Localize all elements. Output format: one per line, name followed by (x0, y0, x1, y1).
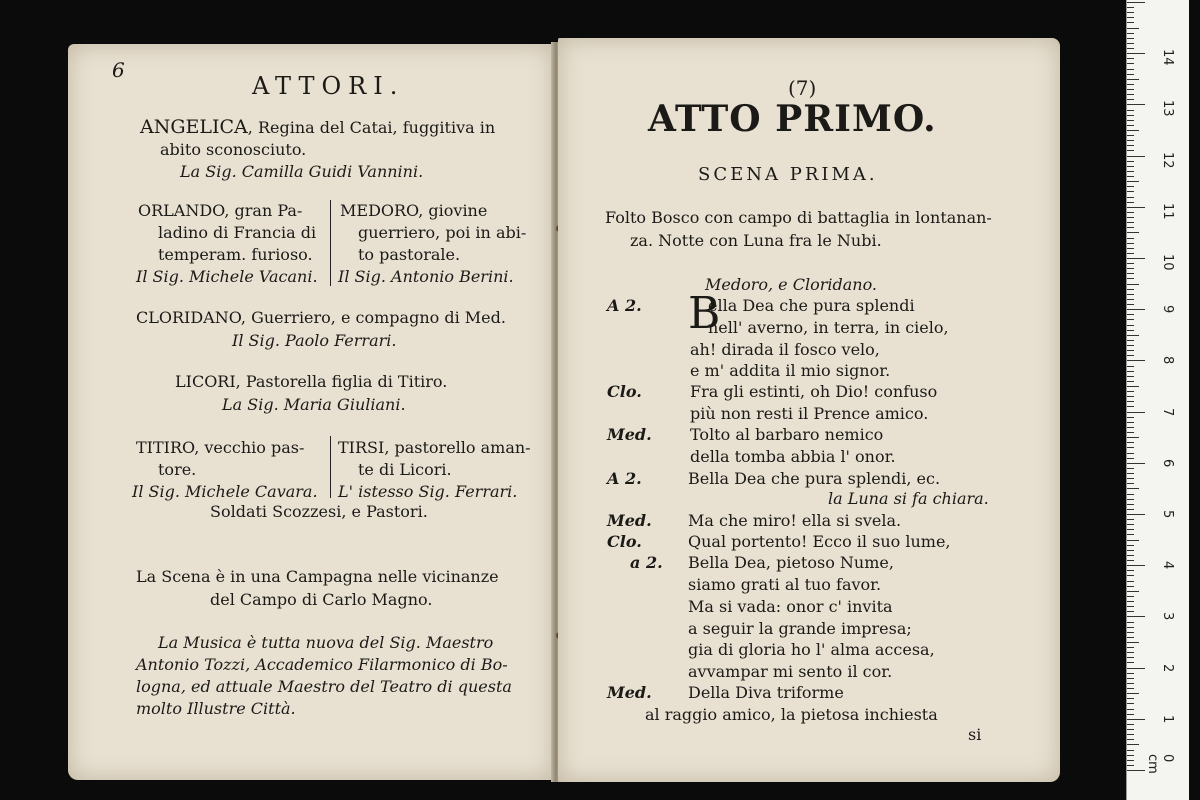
cast-licori: LICORI, Pastorella figlia di Titiro. (175, 372, 448, 391)
verse-line: nell' averno, in terra, in cielo, (708, 318, 949, 337)
ruler-tick (1127, 468, 1134, 469)
stage-direction: za. Notte con Luna fra le Nubi. (630, 231, 882, 250)
verse-line: a seguir la grande impresa; (688, 619, 912, 638)
ruler-tick (1127, 637, 1134, 638)
ruler-number: 8 (1160, 356, 1175, 365)
cast-orlando: ORLANDO, gran Pa- (138, 201, 303, 220)
ruler-tick (1127, 360, 1145, 361)
ruler-tick (1127, 79, 1139, 80)
ruler-tick (1127, 381, 1134, 382)
ruler-tick (1127, 289, 1134, 290)
ruler-tick (1127, 453, 1134, 454)
ruler-tick (1127, 263, 1134, 264)
ruler-tick (1127, 202, 1134, 203)
cast-tirsi: TIRSI, pastorello aman- (338, 438, 531, 457)
ruler-tick (1127, 325, 1134, 326)
ruler-tick (1127, 43, 1134, 44)
verse-line: al raggio amico, la pietosa inchiesta (645, 705, 938, 724)
ruler-number: 7 (1160, 407, 1175, 416)
ruler-tick (1127, 488, 1139, 489)
verse-line: e m' addita il mio signor. (690, 361, 891, 380)
ruler-tick (1127, 668, 1145, 669)
ruler-number: 9 (1160, 305, 1175, 314)
ruler-tick (1127, 161, 1134, 162)
ruler-tick (1127, 714, 1134, 715)
ruler-tick (1127, 499, 1134, 500)
ruler-tick (1127, 304, 1134, 305)
ruler-tick (1127, 494, 1134, 495)
ruler-tick (1127, 314, 1134, 315)
ruler-tick (1127, 540, 1139, 541)
ruler-tick (1127, 412, 1145, 413)
ruler-tick (1127, 586, 1134, 587)
ruler-tick (1127, 739, 1134, 740)
ruler-tick (1127, 186, 1134, 187)
ruler-tick (1127, 545, 1134, 546)
ruler-number: 12 (1160, 151, 1175, 169)
ruler-tick (1127, 191, 1134, 192)
ruler-tick (1127, 227, 1134, 228)
ruler-number: 14 (1160, 49, 1175, 66)
verse-line: più non resti il Prence amico. (690, 404, 929, 423)
ruler-tick (1127, 238, 1134, 239)
verse-line: della tomba abbia l' onor. (690, 447, 896, 466)
ruler-tick (1127, 268, 1134, 269)
column-divider (330, 200, 331, 286)
ruler-tick (1127, 391, 1134, 392)
cast-orlando-desc: ladino di Francia di (158, 223, 317, 242)
ruler-tick (1127, 110, 1134, 111)
speaker-label: Med. (607, 511, 652, 530)
column-divider (330, 436, 331, 498)
ruler-tick (1127, 120, 1134, 121)
ruler-tick (1127, 150, 1134, 151)
speaker-label: a 2. (630, 553, 663, 572)
ruler-tick (1127, 319, 1134, 320)
ruler-tick (1127, 197, 1134, 198)
ruler-tick (1127, 38, 1134, 39)
ruler-tick (1127, 335, 1139, 336)
ruler-tick (1127, 243, 1134, 244)
ruler-number: 11 (1160, 202, 1175, 220)
setting-line: del Campo di Carlo Magno. (210, 590, 433, 609)
ruler-tick (1127, 437, 1139, 438)
cast-medoro-desc: guerriero, poi in abi- (358, 223, 527, 242)
ruler-tick (1127, 94, 1134, 95)
ruler-tick (1127, 17, 1134, 18)
ruler-tick (1127, 683, 1134, 684)
ruler-tick (1127, 135, 1134, 136)
ruler-tick (1127, 181, 1139, 182)
ruler-tick (1127, 729, 1134, 730)
act-title: ATTO PRIMO. (648, 98, 937, 140)
ruler-tick (1127, 432, 1134, 433)
ruler-tick (1127, 673, 1134, 674)
ruler-tick (1127, 611, 1134, 612)
ruler-tick (1127, 217, 1134, 218)
verse-line: Fra gli estinti, oh Dio! confuso (690, 382, 938, 401)
ruler-tick (1127, 115, 1134, 116)
music-credit: molto Illustre Città. (136, 699, 296, 718)
ruler-tick (1127, 575, 1134, 576)
ruler-tick (1127, 560, 1134, 561)
ruler-tick (1127, 156, 1145, 157)
actor-orlando: Il Sig. Michele Vacani. (136, 267, 318, 286)
ruler-tick (1127, 171, 1134, 172)
actor-cloridano: Il Sig. Paolo Ferrari. (232, 331, 397, 350)
ruler-tick (1127, 258, 1145, 259)
page-number-right: (7) (788, 76, 817, 100)
ruler-tick (1127, 755, 1134, 756)
music-credit: logna, ed attuale Maestro del Teatro di questa (136, 677, 512, 696)
actor-medoro: Il Sig. Antonio Berini. (338, 267, 514, 286)
ruler-number: 5 (1160, 510, 1175, 519)
ruler-tick (1127, 74, 1134, 75)
actor-titiro: Il Sig. Michele Cavara. (132, 482, 318, 501)
ruler-tick (1127, 529, 1134, 530)
ruler-tick (1127, 627, 1134, 628)
scene-title: SCENA PRIMA. (698, 164, 878, 185)
ruler-number: 4 (1160, 561, 1175, 570)
ruler-tick (1127, 330, 1134, 331)
ruler-tick (1127, 222, 1134, 223)
ruler-tick (1127, 350, 1134, 351)
ruler-tick (1127, 273, 1134, 274)
ruler-tick (1127, 524, 1134, 525)
ruler-tick (1127, 417, 1134, 418)
ruler-tick (1127, 58, 1134, 59)
actor-tirsi: L' istesso Sig. Ferrari. (338, 482, 518, 501)
ruler-tick (1127, 299, 1134, 300)
ruler-number: 1 (1160, 714, 1175, 724)
ruler-tick (1127, 555, 1134, 556)
verse-line: Della Diva triforme (688, 683, 844, 702)
ruler-tick (1127, 176, 1134, 177)
ruler-tick (1127, 622, 1134, 623)
ruler-tick (1127, 760, 1134, 761)
ruler-tick (1127, 534, 1134, 535)
speaker-label: Clo. (607, 382, 642, 401)
verse-line: Ma che miro! ella si svela. (688, 511, 902, 530)
ruler-number: 2 (1160, 663, 1175, 672)
page-number-left: 6 (112, 58, 125, 82)
ruler-unit-label: 0 cm (1145, 754, 1175, 774)
ruler-tick (1127, 248, 1134, 249)
cast-tirsi-desc: te di Licori. (358, 460, 452, 479)
ruler-tick (1127, 33, 1134, 34)
ruler-tick (1127, 581, 1134, 582)
verse-line: ah! dirada il fosco velo, (690, 340, 880, 359)
ruler-tick (1127, 28, 1139, 29)
ruler-tick (1127, 447, 1134, 448)
ruler-tick (1127, 401, 1134, 402)
verse-line: avvampar mi sento il cor. (688, 662, 893, 681)
cast-extras: Soldati Scozzesi, e Pastori. (210, 502, 428, 521)
cast-medoro: MEDORO, giovine (340, 201, 488, 220)
speaker-label: Med. (607, 425, 652, 444)
ruler-tick (1127, 514, 1145, 515)
ruler-tick (1127, 53, 1145, 54)
ruler-tick (1127, 734, 1134, 735)
cast-angelica: ANGELICA, Regina del Catai, fuggitiva in (140, 116, 496, 138)
ruler-tick (1127, 509, 1134, 510)
ruler-tick (1127, 606, 1134, 607)
ruler-tick (1127, 69, 1134, 70)
speaker-label: A 2. (607, 296, 642, 315)
ruler-tick (1127, 642, 1139, 643)
ruler-tick (1127, 652, 1134, 653)
ruler-tick (1127, 570, 1134, 571)
ruler-tick (1127, 504, 1134, 505)
cast-medoro-desc2: to pastorale. (358, 245, 461, 264)
ruler-tick (1127, 519, 1134, 520)
music-credit: Antonio Tozzi, Accademico Filarmonico di Bo- (136, 655, 508, 674)
ruler-tick (1127, 591, 1139, 592)
ruler-tick (1127, 750, 1134, 751)
ruler-tick (1127, 284, 1139, 285)
speaker-label: A 2. (607, 469, 642, 488)
ruler-tick (1127, 99, 1134, 100)
verse-line: Bella Dea che pura splendi, ec. (688, 469, 941, 488)
speaker-label: Clo. (607, 532, 642, 551)
ruler-tick (1127, 125, 1134, 126)
ruler-tick (1127, 565, 1145, 566)
stage-direction: la Luna si fa chiara. (828, 489, 989, 508)
verse-line: Tolto al barbaro nemico (690, 425, 884, 444)
ruler-number: 3 (1160, 612, 1175, 621)
ruler-tick (1127, 84, 1134, 85)
ruler-tick (1127, 145, 1134, 146)
ruler-tick (1127, 340, 1134, 341)
speaker-label: Med. (607, 683, 652, 702)
ruler-tick (1127, 478, 1134, 479)
cast-angelica-desc: abito sconosciuto. (160, 140, 307, 159)
ruler-tick (1127, 765, 1134, 766)
verse-line: gia di gloria ho l' alma accesa, (688, 640, 935, 659)
ruler-tick (1127, 166, 1134, 167)
ruler-tick (1127, 130, 1139, 131)
ruler-tick (1127, 662, 1134, 663)
ruler-tick (1127, 657, 1134, 658)
ruler-tick (1127, 345, 1134, 346)
ruler-tick (1127, 366, 1134, 367)
ruler-tick (1127, 719, 1145, 720)
music-credit: La Musica è tutta nuova del Sig. Maestro (158, 633, 494, 652)
cast-orlando-desc2: temperam. furioso. (158, 245, 313, 264)
ruler-tick (1127, 22, 1134, 23)
ruler-tick (1127, 89, 1134, 90)
ruler-tick (1127, 294, 1134, 295)
ruler-tick (1127, 473, 1134, 474)
scale-ruler (1126, 0, 1189, 800)
drop-cap: B (688, 288, 721, 339)
cast-heading: ATTORI. (252, 72, 405, 100)
ruler-tick (1127, 253, 1134, 254)
ruler-tick (1127, 442, 1134, 443)
stage-direction: Folto Bosco con campo di battaglia in lontanan- (605, 208, 992, 227)
ruler-tick (1127, 678, 1134, 679)
ruler-tick (1127, 376, 1134, 377)
verse-line: siamo grati al tuo favor. (688, 575, 882, 594)
ruler-tick (1127, 212, 1134, 213)
ruler-number: 13 (1160, 100, 1175, 117)
ruler-tick (1127, 616, 1145, 617)
actor-angelica: La Sig. Camilla Guidi Vannini. (180, 162, 424, 181)
ruler-number: 10 (1160, 254, 1175, 271)
ruler-tick (1127, 427, 1134, 428)
ruler-tick (1127, 709, 1134, 710)
ruler-tick (1127, 458, 1134, 459)
cast-titiro-desc: tore. (158, 460, 197, 479)
ruler-tick (1127, 693, 1139, 694)
ruler-tick (1127, 770, 1145, 771)
ruler-tick (1127, 463, 1145, 464)
catchword: si (968, 725, 982, 744)
ruler-tick (1127, 601, 1134, 602)
ruler-tick (1127, 63, 1134, 64)
cast-cloridano: CLORIDANO, Guerriero, e compagno di Med. (136, 308, 506, 327)
ruler-tick (1127, 12, 1134, 13)
ruler-tick (1127, 48, 1134, 49)
ruler-tick (1127, 724, 1134, 725)
ruler-tick (1127, 698, 1134, 699)
ruler-tick (1127, 355, 1134, 356)
ruler-tick (1127, 2, 1145, 3)
ruler-tick (1127, 688, 1134, 689)
actor-licori: La Sig. Maria Giuliani. (222, 395, 406, 414)
verse-line: Bella Dea, pietoso Nume, (688, 553, 894, 572)
ruler-tick (1127, 232, 1139, 233)
ruler-tick (1127, 386, 1139, 387)
ruler-tick (1127, 207, 1145, 208)
ruler-tick (1127, 278, 1134, 279)
ruler-tick (1127, 104, 1145, 105)
ruler-tick (1127, 7, 1134, 8)
ruler-tick (1127, 647, 1134, 648)
ruler-tick (1127, 371, 1134, 372)
ruler-tick (1127, 483, 1134, 484)
verse-line: Ma si vada: onor c' invita (688, 597, 893, 616)
ruler-tick (1127, 596, 1134, 597)
characters-on-stage: Medoro, e Cloridano. (705, 275, 878, 294)
verse-line: ella Dea che pura splendi (708, 296, 915, 315)
setting-line: La Scena è in una Campagna nelle vicinanze (136, 567, 499, 586)
ruler-tick (1127, 309, 1145, 310)
ruler-tick (1127, 550, 1134, 551)
ruler-tick (1127, 744, 1139, 745)
verse-line: Qual portento! Ecco il suo lume, (688, 532, 951, 551)
ruler-tick (1127, 632, 1134, 633)
ruler-tick (1127, 406, 1134, 407)
ruler-tick (1127, 396, 1134, 397)
ruler-tick (1127, 140, 1134, 141)
ruler-number: 6 (1160, 458, 1175, 468)
cast-titiro: TITIRO, vecchio pas- (136, 438, 305, 457)
ruler-tick (1127, 422, 1134, 423)
ruler-tick (1127, 703, 1134, 704)
